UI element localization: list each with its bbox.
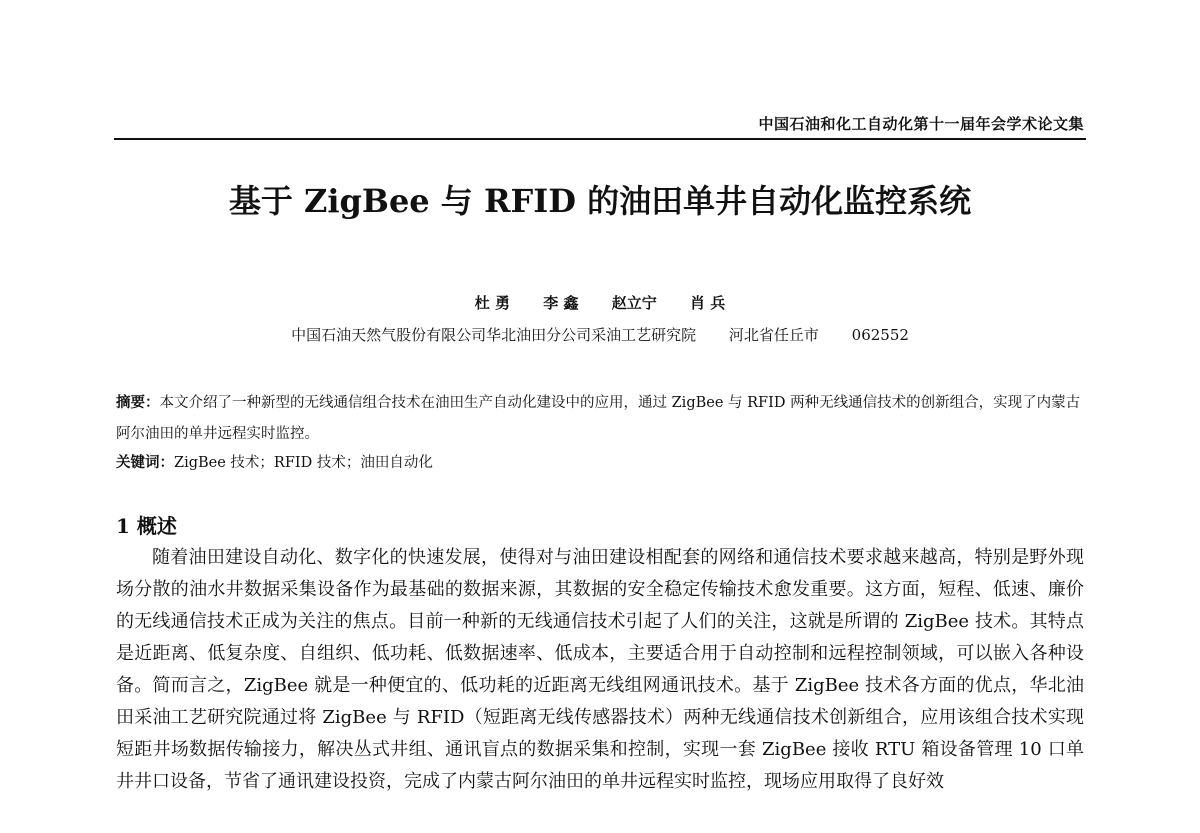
affiliation-org: 中国石油天然气股份有限公司华北油田分公司采油工艺研究院 bbox=[291, 326, 697, 344]
affiliation bbox=[0, 324, 1200, 345]
keywords-text: ZigBee 技术；RFID 技术；油田自动化 bbox=[174, 455, 433, 471]
abstract bbox=[116, 387, 1088, 450]
author: 杜 勇 bbox=[474, 294, 511, 312]
abstract-text: 本文介绍了一种新型的无线通信组合技术在油田生产自动化建设中的应用，通过 ZigBee 与 RFID 两种无线通信技术的创新组合，实现了内蒙古阿尔油田的单井远程实时监控。 bbox=[116, 395, 1081, 442]
author: 肖 兵 bbox=[689, 294, 726, 312]
running-header: 中国石油和化工自动化第十一届年会学术论文集 bbox=[758, 115, 1084, 133]
keywords-label: 关键词： bbox=[116, 454, 174, 471]
author: 李 鑫 bbox=[543, 294, 579, 312]
keywords bbox=[116, 451, 1088, 472]
paper-title: 基于 ZigBee 与 RFID 的油田单井自动化监控系统 bbox=[228, 182, 972, 220]
author: 赵立宁 bbox=[611, 294, 657, 312]
header-rule bbox=[114, 138, 1086, 140]
affiliation-place: 河北省任丘市 bbox=[728, 326, 819, 344]
affiliation-postcode: 062552 bbox=[851, 326, 909, 344]
abstract-label: 摘要： bbox=[116, 394, 160, 411]
author-list bbox=[0, 292, 1200, 313]
section-body: 随着油田建设自动化、数字化的快速发展，使得对与油田建设相配套的网络和通信技术要求越来越高，特别是野外现场分散的油水井数据采集设备作为最基础的数据来源，其数据的安全稳定传输技术愈发重要。这方面，短程、低速、廉价的无线通信技术正成为关注的焦点。目前一种新的无线通信技术引起了人们的关注，这就是所谓的 ZigBee 技术。其特点是近距离、低复杂度、自组织、低功耗、低数据速率、低成本，主要适合用于自动控制和远程控制领域，可以嵌入各种设备。简而言之，ZigBee 就是一种便宜的、低功耗的近距离无线组网通讯技术。基于 ZigBee 技术各方面的优点，华北油田采油工艺研究院通过将 ZigBee 与 RFID（短距离无线传感器技术）两种无线通信技术创新组合，应用该组合技术实现短距井场数据传输接力，解决丛式井组、通讯盲点的数据采集和控制，实现一套 ZigBee 接收 RTU 箱设备管理 10 口单井井口设备，节省了通讯建设投资，完成了内蒙古阿尔油田的单井远程实时监控，现场应用取得了良好效 bbox=[116, 547, 1084, 792]
section-heading: 1 概述 bbox=[116, 514, 177, 538]
